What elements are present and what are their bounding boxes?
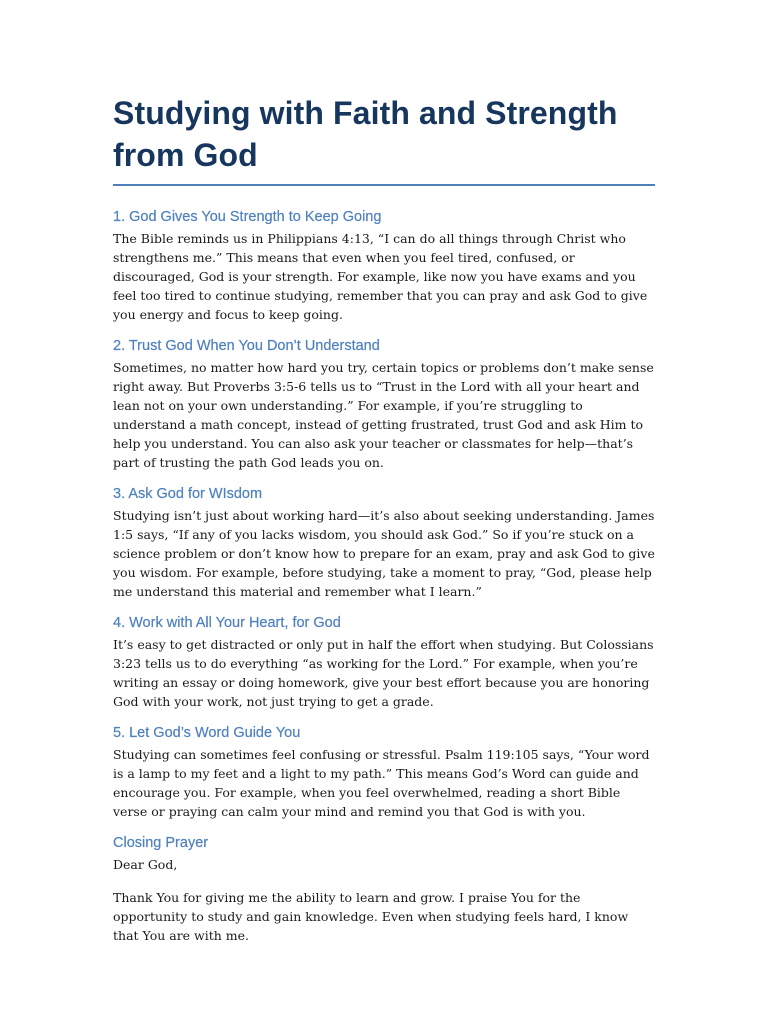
section-heading-word: 5. Let God’s Word Guide You — [113, 725, 301, 741]
page-title: Studying with Faith and Strength from God — [113, 92, 655, 186]
section-paragraph-work: It’s easy to get distracted or only put in half the effort when studying. But Colossians 3:23 tells us to do everything “as working for the Lord.” For example, when you’re writing an essay or doing homework, give your best effort because you are honoring God with your work, not just trying to get a grade. — [113, 637, 654, 709]
section-heading-wisdom: 3. Ask God for WIsdom — [113, 486, 263, 502]
section-paragraph-trust: Sometimes, no matter how hard you try, certain topics or problems don’t make sense right away. But Proverbs 3:5-6 tells us to “Trust in the Lord with all your heart and lean not on your own understanding.” For example, if you’re struggling to understand a math concept, instead of getting frustrated, trust God and ask Him to help you understand. You can also ask your teacher or classmates for help—that’s part of trusting the path God leads you on. — [113, 360, 654, 470]
section-heading-closing-prayer: Closing Prayer — [113, 835, 209, 851]
prayer-paragraph: Thank You for giving me the ability to learn and grow. I praise You for the opportunity to study and gain knowledge. Even when studying feels hard, I know that You are with me. — [113, 890, 629, 943]
prayer-salutation: Dear God, — [113, 857, 178, 872]
section-heading-strength: 1. God Gives You Strength to Keep Going — [113, 209, 382, 225]
section-heading-trust: 2. Trust God When You Don’t Understand — [113, 338, 380, 354]
section-paragraph-strength: The Bible reminds us in Philippians 4:13, “I can do all things through Christ who strengthens me.” This means that even when you feel tired, confused, or discouraged, God is your strength. For example, like now you have exams and you feel too tired to continue studying, remember that you can pray and ask God to give you energy and focus to keep going. — [113, 231, 648, 322]
section-paragraph-wisdom: Studying isn’t just about working hard—it’s also about seeking understanding. James 1:5 says, “If any of you lacks wisdom, you should ask God.” So if you’re stuck on a science problem or don’t know how to prepare for an exam, pray and ask God to give you wisdom. For example, before studying, take a moment to pray, “God, please help me understand this material and remember what I learn.” — [113, 508, 655, 599]
section-paragraph-word: Studying can sometimes feel confusing or stressful. Psalm 119:105 says, “Your word is a lamp to my feet and a light to my path.” This means God’s Word can guide and encourage you. For example, when you feel overwhelmed, reading a short Bible verse or praying can calm your mind and remind you that God is with you. — [113, 747, 650, 819]
section-heading-work: 4. Work with All Your Heart, for God — [113, 615, 341, 631]
